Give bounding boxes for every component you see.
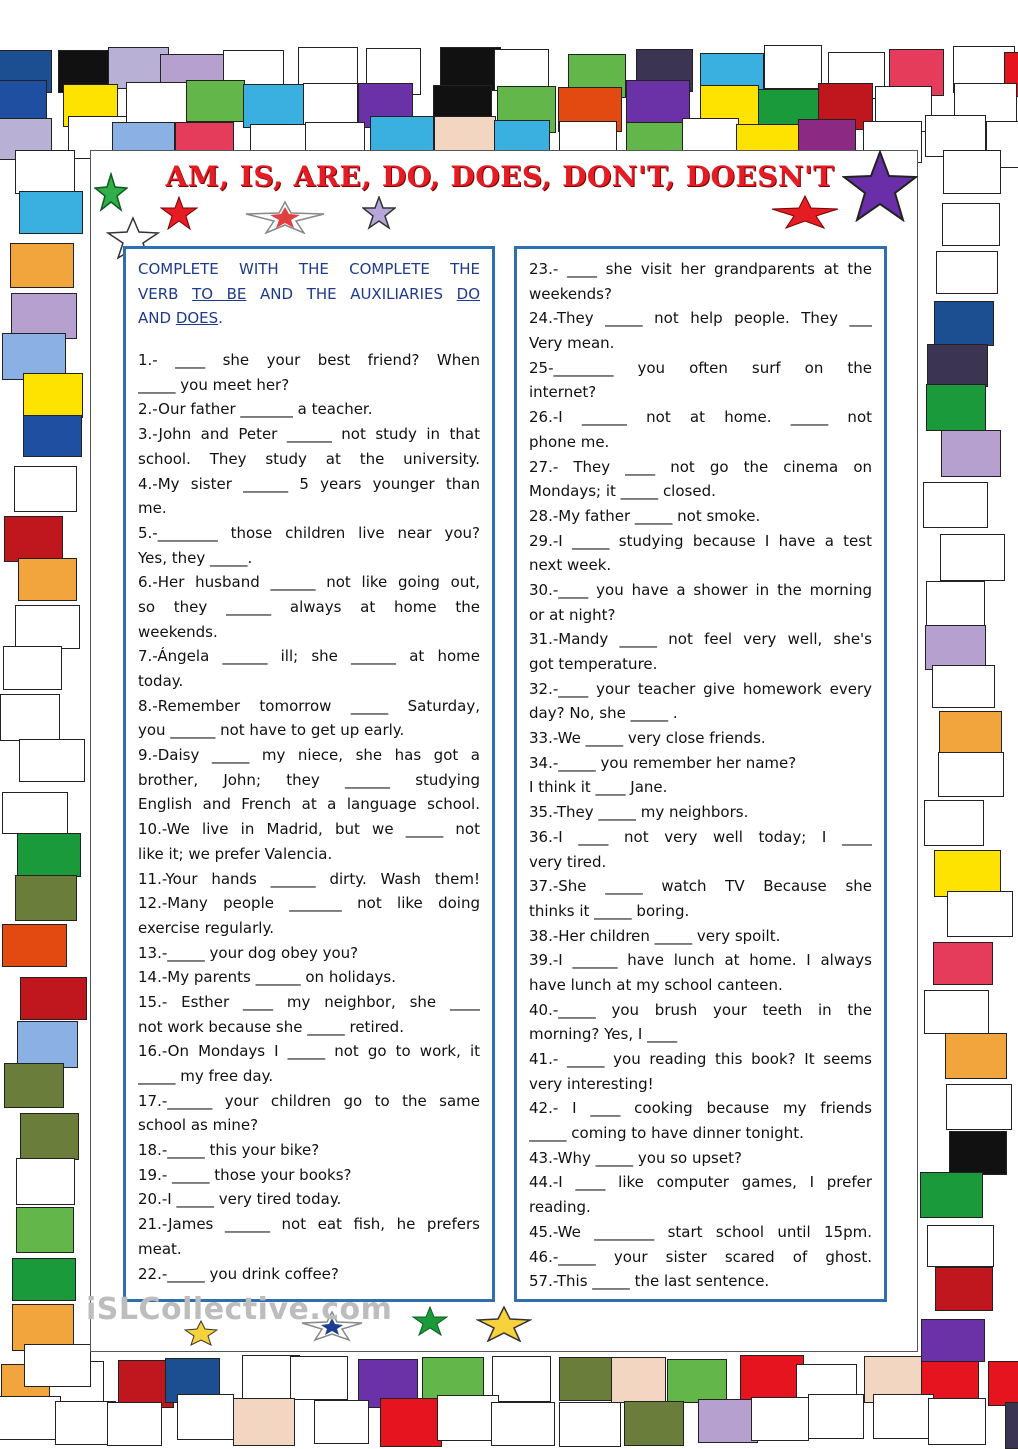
decorative-square (559, 1402, 621, 1447)
decorative-square (945, 1033, 1007, 1079)
decorative-square (921, 1319, 985, 1362)
decorative-square (927, 344, 988, 387)
decorative-square (16, 1207, 74, 1253)
decorative-square (626, 80, 690, 125)
decorative-square (314, 1400, 369, 1444)
decorative-square (949, 1131, 1007, 1175)
decorative-square (17, 1021, 78, 1068)
exercise-line: so they ______ always at home the (138, 597, 480, 616)
green-star-icon (94, 172, 128, 212)
decorative-square (0, 694, 60, 741)
decorative-square (437, 1395, 499, 1441)
exercise-line: I think it ____ Jane. (529, 778, 668, 797)
exercise-line: very tired. (529, 852, 607, 871)
decorative-square (928, 1398, 986, 1445)
exercise-line: school. They study at the university. (138, 449, 480, 468)
exercise-line: 28.-My father _____ not smoke. (529, 506, 761, 525)
exercise-line: 32.-____ your teacher give homework every (529, 679, 872, 698)
exercise-line: Yes, they _____. (138, 548, 253, 567)
red-wide-star-icon (244, 200, 326, 234)
decorative-square (16, 1158, 75, 1205)
decorative-square (873, 1394, 934, 1439)
exercise-line: 20.-I _____ very tired today. (138, 1190, 342, 1209)
decorative-square (624, 1401, 684, 1446)
exercise-line: day? No, she _____ . (529, 704, 678, 723)
purple-star-icon (842, 150, 918, 222)
decorative-square (4, 1063, 64, 1108)
exercise-line: Mondays; it _____ closed. (529, 482, 716, 501)
decorative-square (611, 1357, 666, 1403)
exercise-line: 1.- ____ she your best friend? When (138, 351, 480, 370)
exercise-line: brother, John; they ______ studying (138, 770, 480, 789)
decorative-square (764, 45, 822, 89)
decorative-square (924, 800, 984, 846)
decorative-square (988, 1361, 1018, 1406)
decorative-square (4, 516, 63, 562)
exercise-line: 23.- ____ she visit her grandparents at the (529, 260, 872, 278)
exercise-line: 26.-I ______ not at home. _____ not (529, 408, 872, 427)
decorative-square (126, 82, 188, 124)
decorative-square (0, 80, 47, 122)
decorative-square (20, 1113, 79, 1160)
decorative-square (934, 301, 994, 346)
decorative-square (243, 84, 305, 128)
exercise-line: like it; we prefer Valencia. (138, 844, 333, 863)
exercise-line: Very mean. (529, 334, 615, 353)
decorative-square (491, 1402, 555, 1446)
exercise-line: 16.-On Mondays I _____ not go to work, it (138, 1042, 480, 1061)
exercise-line: 27.- They ____ not go the cinema on (529, 457, 872, 476)
decorative-square (751, 1397, 809, 1441)
decorative-square (946, 1084, 1012, 1130)
exercise-line: 36.-I ____ not very well today; I ____ (529, 827, 872, 846)
exercise-line: 46.-_____ your sister scared of ghost. (529, 1247, 872, 1266)
exercise-line: 31.-Mandy _____ not feel very well, she's (529, 630, 872, 649)
exercise-line: 9.-Daisy _____ my niece, she has got a (138, 746, 480, 765)
exercise-line: 17.-______ your children go to the same (138, 1091, 480, 1110)
exercise-line: 12.-Many people _______ not like doing (138, 894, 480, 913)
exercise-line: have lunch at my school canteen. (529, 975, 783, 994)
decorative-square (941, 430, 1001, 477)
red-star-icon (160, 196, 198, 230)
exercise-line: 24.-They _____ not help people. They ___ (529, 309, 872, 328)
decorative-square (12, 1258, 76, 1301)
exercise-line: 37.-She _____ watch TV Because she (529, 877, 872, 896)
decorative-square (923, 482, 988, 528)
decorative-square (933, 942, 993, 985)
instructions-line-2 (138, 282, 480, 307)
decorative-square (934, 850, 1001, 897)
exercise-line: 18.-_____ this your bike? (138, 1141, 320, 1160)
exercise-line: 6.-Her husband ______ not like going out, (138, 573, 480, 592)
decorative-square (233, 1398, 295, 1446)
decorative-square (3, 646, 62, 690)
decorative-square (932, 665, 995, 708)
exercise-line: 19.- _____ those your books? (138, 1165, 352, 1184)
exercise-line: 57.-This _____ the last sentence. (529, 1272, 770, 1291)
instructions-text: . (218, 309, 223, 328)
exercise-line: meat. (138, 1239, 182, 1258)
exercise-line: 10.-We live in Madrid, but we _____ not (138, 820, 480, 839)
exercise-line: me. (138, 499, 167, 518)
instructions-line-1: COMPLETE WITH THE COMPLETE THE (138, 260, 480, 278)
instructions-to-be: TO BE (192, 284, 247, 303)
exercise-line: thinks it _____ boring. (529, 901, 690, 920)
decorative-square (492, 1356, 551, 1402)
exercise-line: _____ coming to have dinner tonight. (529, 1124, 804, 1143)
decorative-square (942, 203, 1000, 246)
decorative-square (939, 711, 1002, 754)
decorative-square (740, 1355, 804, 1403)
exercise-line: 33.-We _____ very close friends. (529, 729, 766, 748)
decorative-square (940, 534, 1005, 581)
decorative-square (17, 833, 81, 877)
right-exercise-column (514, 246, 887, 1302)
exercise-line: 29.-I _____ studying because I have a test (529, 531, 872, 550)
decorative-square (15, 150, 75, 194)
exercise-line: got temperature. (529, 655, 658, 673)
decorative-square (15, 605, 80, 649)
decorative-square (19, 739, 85, 782)
decorative-square (925, 625, 986, 670)
exercise-line: English and French at a language school. (138, 795, 480, 814)
instructions-text: VERB (138, 284, 193, 303)
decorative-square (926, 384, 986, 431)
exercise-line: 4.-My sister ______ 5 years younger than (138, 474, 480, 493)
exercise-line: 42.- I ____ cooking because my friends (529, 1099, 872, 1118)
exercise-line: internet? (529, 383, 597, 402)
exercise-line: 11.-Your hands ______ dirty. Wash them! (138, 869, 480, 888)
decorative-square (667, 1359, 727, 1403)
decorative-square (698, 1399, 758, 1443)
lavender-star-icon (362, 196, 396, 230)
decorative-square (2, 792, 68, 834)
exercise-line: _____ my free day. (138, 1067, 274, 1085)
decorative-square (936, 251, 998, 294)
exercise-line: 38.-Her children _____ very spoilt. (529, 926, 781, 945)
exercise-line: weekends. (138, 622, 218, 641)
decorative-square (23, 373, 83, 418)
exercise-line: weekends? (529, 284, 612, 303)
exercise-line: 3.-John and Peter ______ not study in that (138, 425, 480, 444)
exercise-line: school as mine? (138, 1116, 259, 1135)
decorative-square (926, 581, 985, 628)
decorative-square (1005, 1402, 1018, 1449)
decorative-square (18, 558, 77, 601)
decorative-square (943, 150, 1001, 194)
yellow-star-icon (476, 1306, 532, 1342)
decorative-square (186, 80, 245, 122)
decorative-square (947, 891, 1013, 937)
decorative-square (927, 1225, 994, 1267)
decorative-square (2, 924, 67, 967)
exercise-line: 43.-Why _____ you so upset? (529, 1148, 742, 1167)
exercise-line: 15.- Esther ____ my neighbor, she ____ (138, 992, 480, 1011)
decorative-square (19, 191, 83, 234)
green-small-star-icon (412, 1306, 448, 1336)
exercise-line: 2.-Our father _______ a teacher. (138, 400, 373, 419)
exercise-line: 7.-Ángela ______ ill; she ______ at home (138, 647, 480, 666)
decorative-square (290, 1356, 348, 1400)
exercise-line: 14.-My parents ______ on holidays. (138, 968, 397, 987)
decorative-square (938, 752, 1004, 797)
decorative-square (107, 1402, 162, 1446)
exercise-line: phone me. (529, 432, 610, 451)
decorative-square (808, 1394, 864, 1439)
instructions-does: DOES (175, 309, 219, 328)
exercise-line: 21.-James ______ not eat fish, he prefers (138, 1215, 480, 1234)
exercise-line: 22.-_____ you drink coffee? (138, 1264, 339, 1283)
exercise-line: 25-________ you often surf on the (529, 358, 872, 377)
decorative-square (14, 466, 77, 512)
worksheet-title: AM, IS, ARE, DO, DOES, DON'T, DOESN'T (165, 160, 835, 193)
decorative-square (920, 1172, 983, 1218)
watermark: iSLCollective.com (86, 1292, 393, 1327)
exercise-line: 39.-I ______ have lunch at home. I always (529, 951, 872, 970)
exercise-line: 30.-____ you have a shower in the morning (529, 580, 872, 599)
exercise-line: not work because she _____ retired. (138, 1017, 404, 1036)
exercise-line: reading. (529, 1198, 591, 1217)
instructions-text: AND THE AUXILIARIES (246, 284, 457, 303)
decorative-square (20, 977, 87, 1020)
exercise-line: today. (138, 672, 184, 690)
instructions-line-3 (138, 306, 480, 331)
exercise-line: 44.-I ____ like computer games, I prefer (529, 1173, 872, 1192)
exercise-line: 13.-_____ your dog obey you? (138, 943, 359, 962)
left-exercise-column (123, 246, 495, 1302)
exercise-line: exercise regularly. (138, 918, 274, 937)
exercise-line: 41.- _____ you reading this book? It seems (529, 1050, 872, 1068)
decorative-square (494, 49, 549, 91)
decorative-square (0, 1396, 61, 1440)
exercise-line: 5.-________ those children live near you? (138, 523, 480, 542)
decorative-square (177, 1394, 234, 1440)
instructions-do: DO (456, 284, 480, 303)
exercise-line: 35.-They _____ my neighbors. (529, 803, 749, 822)
decorative-square (924, 990, 989, 1034)
exercise-line: _____ you meet her? (138, 375, 290, 394)
exercise-line: you ______ not have to get up early. (138, 721, 405, 740)
exercise-line: 8.-Remember tomorrow _____ Saturday, (138, 696, 480, 715)
exercise-line: or at night? (529, 605, 616, 624)
decorative-square (23, 415, 82, 457)
exercise-line: very interesting! (529, 1074, 654, 1093)
red-wide-star-right-icon (770, 194, 840, 230)
instructions-text: AND (138, 309, 176, 328)
exercise-line: morning? Yes, I ____ (529, 1025, 678, 1044)
decorative-square (935, 1267, 993, 1311)
exercise-line: 45.-We ________ start school until 15pm. (529, 1222, 872, 1241)
decorative-square (10, 243, 74, 288)
decorative-square (15, 875, 77, 921)
exercise-line: next week. (529, 556, 612, 575)
exercise-line: 40.-_____ you brush your teeth in the (529, 1000, 872, 1019)
exercise-line: 34.-_____ you remember her name? (529, 753, 797, 772)
decorative-square (24, 1344, 91, 1387)
